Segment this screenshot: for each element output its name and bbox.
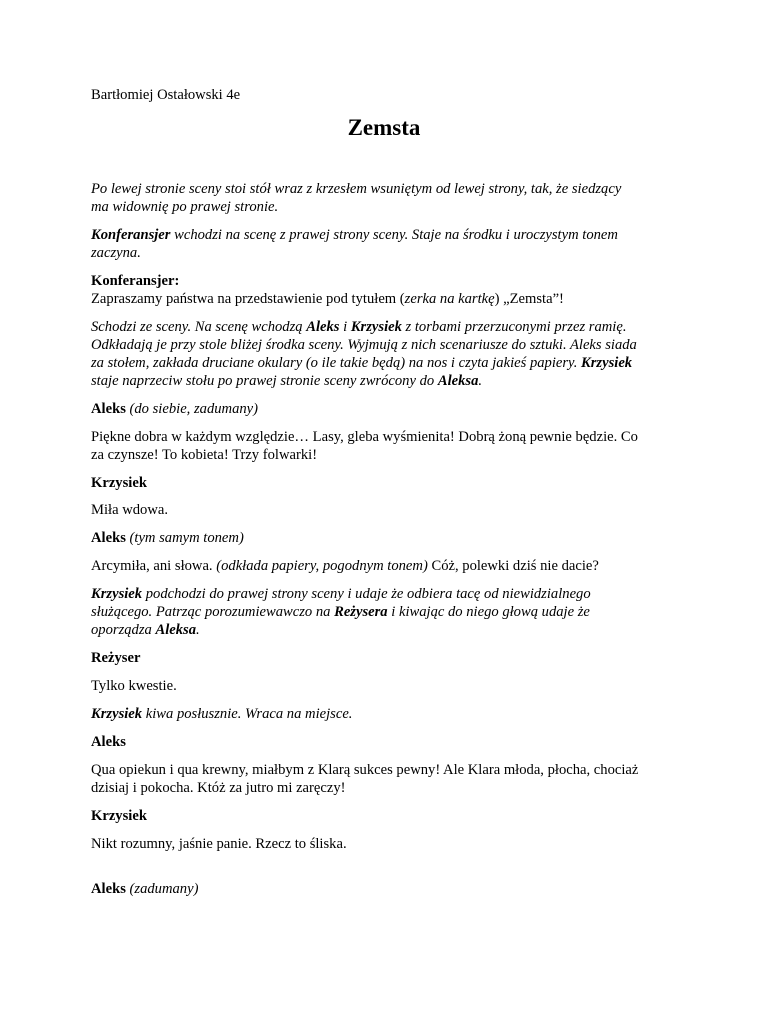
dialogue-konferansjer (91, 290, 691, 308)
inline-direction: zerka na kartkę (404, 291, 495, 307)
speaker-name: Aleks (91, 401, 126, 417)
character-name: Krzysiek (91, 586, 143, 602)
stage-direction-text: . (196, 622, 200, 638)
dialogue-aleks-1-line-1: Piękne dobra w każdym względzie… Lasy, gleba wyśmienita! Dobrą żoną pewnie będzie. Co (91, 429, 638, 445)
character-name: Konferansjer (91, 227, 171, 243)
character-name: Krzysiek (581, 355, 633, 371)
dialogue-text: Arcymiła, ani słowa. (91, 558, 217, 574)
document-title: Zemsta (347, 115, 421, 140)
character-name: Aleksa (437, 373, 479, 389)
stage-direction-text: wchodzi na scenę z prawej strony sceny. Staje na środku i uroczystym tonem (170, 227, 618, 243)
speaker-name: Aleks (91, 881, 126, 897)
stage-direction-4-line-2: Odkładają je przy stole bliżej środka sceny. Wyjmują z nich scenariusze do sztuki. Aleks siada (91, 337, 637, 353)
stage-direction-text: kiwa posłusznie. Wraca na miejsce. (142, 706, 353, 722)
character-name: Krzysiek (91, 706, 143, 722)
dialogue-aleks-3-line-2: dzisiaj i pokocha. Któż za jutro mi zaręczy! (91, 780, 346, 796)
speaker-aleks-2 (91, 529, 691, 547)
speaker-aleks-3: Aleks (91, 734, 126, 750)
stage-direction-text: staje naprzeciw stołu po prawej stronie sceny zwrócony do (91, 373, 438, 389)
dialogue-text: Zapraszamy państwa na przedstawienie pod tytułem ( (91, 291, 405, 307)
speaker-konferansjer: Konferansjer: (91, 273, 180, 289)
dialogue-aleks-3-line-1: Qua opiekun i qua krewny, miałbym z Klarą sukces pewny! Ale Klara młoda, płocha, chociaż (91, 762, 639, 778)
stage-direction-14 (91, 705, 691, 723)
stage-direction-text: Schodzi ze sceny. Na scenę wchodzą (91, 319, 307, 335)
stage-direction-11-line-2 (91, 603, 691, 621)
speaker-krzysiek-2: Krzysiek (91, 808, 147, 824)
dialogue-aleks-1-line-2: za czynsze! To kobieta! Trzy folwarki! (91, 447, 318, 463)
speaker-note: (do siebie, zadumany) (125, 401, 259, 417)
stage-direction-2-line-1 (91, 226, 691, 244)
speaker-aleks-1 (91, 400, 691, 418)
dialogue-rezyser: Tylko kwestie. (91, 678, 177, 694)
stage-direction-4-line-3 (91, 354, 691, 372)
stage-direction-text: podchodzi do prawej strony sceny i udaje że odbiera tacę od niewidzialnego (142, 586, 591, 602)
stage-direction-1-line-1: Po lewej stronie sceny stoi stół wraz z krzesłem wsuniętym od lewej strony, tak, że siedzący (91, 181, 622, 197)
stage-direction-text: i (339, 319, 351, 335)
speaker-note: (zadumany) (125, 881, 199, 897)
stage-direction-11-line-3 (91, 621, 691, 639)
stage-direction-2-line-2: zaczyna. (91, 245, 141, 261)
character-name: Reżysera (334, 604, 388, 620)
stage-direction-text: i kiwając do niego głową udaje że (387, 604, 590, 620)
stage-direction-text: za stołem, zakłada druciane okulary (o ile takie będą) na nos i czyta jakieś papiery. (91, 355, 582, 371)
stage-direction-text: służącego. Patrząc porozumiewawczo na (91, 604, 335, 620)
stage-direction-4-line-4 (91, 372, 691, 390)
character-name: Krzysiek (350, 319, 402, 335)
stage-direction-text: oporządza (91, 622, 156, 638)
stage-direction-text: z torbami przerzuconymi przez ramię. (401, 319, 627, 335)
stage-direction-11-line-1 (91, 585, 691, 603)
speaker-rezyser: Reżyser (91, 650, 141, 666)
dialogue-krzysiek-1: Miła wdowa. (91, 502, 169, 518)
author-line (91, 86, 691, 104)
stage-direction-1-line-2: ma widownię po prawej stronie. (91, 199, 279, 215)
stage-direction-4-line-1 (91, 318, 691, 336)
speaker-note: (tym samym tonem) (125, 530, 244, 546)
dialogue-text: ) „Zemsta”! (494, 291, 564, 307)
speaker-aleks-4 (91, 880, 691, 898)
dialogue-text: Cóż, polewki dziś nie dacie? (427, 558, 599, 574)
speaker-name: Aleks (91, 530, 126, 546)
dialogue-krzysiek-2: Nikt rozumny, jaśnie panie. Rzecz to śliska. (91, 836, 347, 852)
character-name: Aleksa (155, 622, 197, 638)
author-text: Bartłomiej Ostałowski 4e (91, 87, 241, 103)
dialogue-aleks-2 (91, 557, 691, 575)
character-name: Aleks (306, 319, 340, 335)
inline-direction: (odkłada papiery, pogodnym tonem) (216, 558, 428, 574)
speaker-krzysiek-1: Krzysiek (91, 475, 147, 491)
stage-direction-text: . (478, 373, 483, 389)
